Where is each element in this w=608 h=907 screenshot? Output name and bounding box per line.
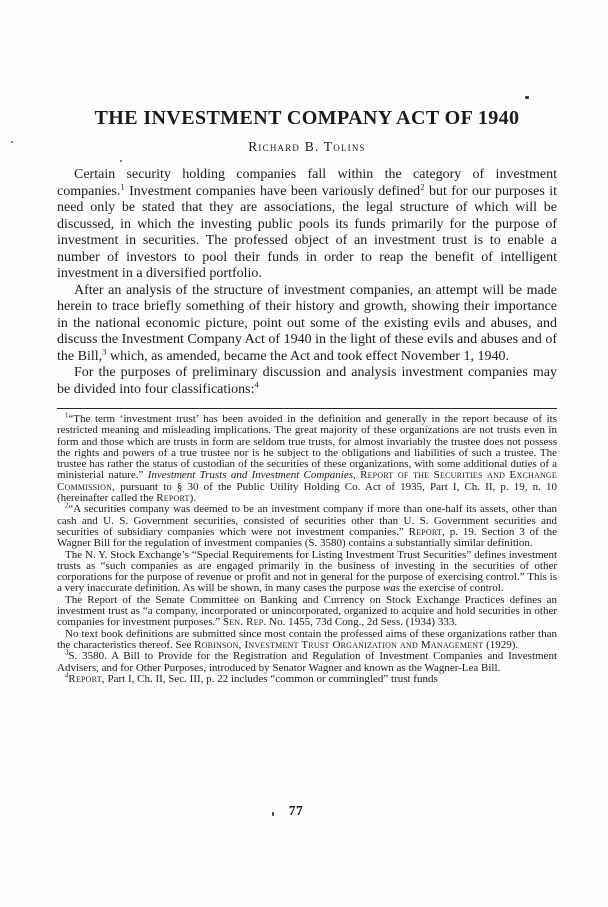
article-title: THE INVESTMENT COMPANY ACT OF 1940 [94, 107, 520, 129]
body-paragraph [57, 167, 557, 283]
scan-speck [525, 96, 529, 99]
footnote-marker: 3 [65, 649, 69, 657]
footnote-marker: 1 [120, 180, 125, 191]
text-segment: pursuant to § 30 of the Public Utility Holding Co. Act of 1935, Part I, Ch. II, p. 19, n. 10 (hereinafter called the [57, 480, 557, 505]
text-segment: ). [189, 492, 197, 505]
text-segment: Robinson, Investment Trust Organization and Management [194, 638, 484, 651]
footnote-paragraph [57, 651, 557, 674]
text-segment: After an analysis of the structure of investment companies, an attempt will be made herein to trace briefly something of their history and growth, showing their importance in the national economic picture, point out some of the existing evils and abuses, and discuss the Investment Company Act of 1940 in the light of these evils and abuses and of the Bill, [57, 282, 557, 364]
footnote-paragraph [57, 414, 557, 504]
text-segment: Investment Trusts and Investment Companies, [147, 469, 356, 482]
text-segment: Report, [68, 672, 105, 685]
footnote-marker: 2 [65, 502, 69, 510]
text-segment: The Report of the Senate Committee on Banking and Currency on Stock Exchange Practices defines an investment trust as “a company, incorporated or unincorporated, organized to acquire and hold securities in other companies for investment purposes.” [57, 593, 557, 629]
text-segment: which, as amended, became the Act and took effect November 1, 1940. [106, 348, 509, 364]
text-segment: No text book definitions are submitted since most contain the professed aims of these organizations rather than the characteristics thereof. See [57, 627, 557, 651]
text-segment: Sen. Rep. [222, 616, 267, 629]
text-segment: S. 3580. A Bill to Provide for the Registration and Regulation of Investment Companies and Investment Advisers, and for Other Purposes, introduced by Senator Wagner and known as the Wagner-Lea Bill. [57, 650, 557, 674]
text-segment: Investment companies have been variously defined [124, 183, 421, 199]
text-segment: the exercise of control. [400, 582, 504, 595]
footnote-marker: 2 [420, 180, 425, 191]
footnote-paragraph [57, 504, 557, 549]
scan-speck [11, 141, 13, 143]
text-segment: “The term ‘investment trust’ has been avoided in the definition and generally in the report because of its restricted meaning and misleading implications. The great majority of these organizations are not trusts even in form and those which are trusts in form are seldom true trusts, for almost invariably the trustee does not possess the rights and powers of a true trustee nor is he subject to the obligations and liabilities of such a trustee. The trustee has rather the status of custodian of the securities of these organizations, with some additional duties of a ministerial nature.” [57, 413, 557, 482]
text-segment: but for our purposes it need only be stated that they are associations, the legal structure of which will be discussed, in which the investing public pools its funds primarily for the purpose of investment in securities. The professed object of an investment trust is to enable a number of investors to pool their funds in order to reap the benefit of intelligent investment in a diversified portfolio. [57, 183, 557, 281]
footnote-paragraph [57, 674, 557, 685]
text-segment: p. 19. Section 3 of the Wagner Bill for the regulation of investment companies (S. 3580) contains a substantially similar definition. [57, 525, 557, 550]
text-segment: “A securities company was deemed to be an investment company if more than one-half its assets, other than cash and U. S. Government securities, consisted of securities other than U. S. Government securities and securities of subsidiary companies which were not investment companies.” [57, 503, 557, 538]
text-segment: No. 1455, 73d Cong., 2d Sess. (1934) 333. [266, 616, 458, 629]
text-segment: (1929). [483, 638, 519, 651]
article-body [57, 167, 557, 398]
text-segment: For the purposes of preliminary discussion and analysis investment companies may be divided into four classifications: [57, 365, 557, 397]
text-segment: Part I, Ch. II, Sec. III, p. 22 includes “common or commingled” trust funds [104, 672, 438, 685]
footnote-marker: 3 [102, 345, 107, 356]
article-content [57, 106, 557, 685]
body-paragraph [57, 365, 557, 398]
article-author: Richard B. Tolins [248, 139, 366, 154]
text-segment: The N. Y. Stock Exchange’s “Special Requirements for Listing Investment Trust Securities” defines investment trusts as “such companies as are engaged primarily in the business of investing in the securities of other corporations for the purpose of revenue or profit and not in general for the purpose of exercising control.” This is a very inaccurate definition. As will be shown, in many cases the purpose [57, 548, 557, 595]
text-segment: Report, [408, 525, 445, 538]
body-paragraph [57, 283, 557, 366]
page-footer [0, 802, 592, 820]
footnote-marker: 1 [65, 412, 69, 420]
footnote-paragraph [57, 550, 557, 595]
text-segment: Report [156, 492, 190, 505]
text-segment: was [382, 582, 401, 595]
footnote-paragraph [57, 595, 557, 629]
footnote-marker: 4 [254, 378, 259, 389]
footnote-marker: 4 [65, 672, 69, 680]
page-number: 77 [288, 803, 304, 818]
footnote-divider [57, 408, 557, 409]
text-segment: Report of the Securities and Exchange Commission, [57, 469, 557, 493]
footnote-paragraph [57, 629, 557, 652]
text-segment: Certain security holding companies fall within the category of investment companies. [57, 167, 557, 199]
footnotes-block [57, 414, 557, 685]
